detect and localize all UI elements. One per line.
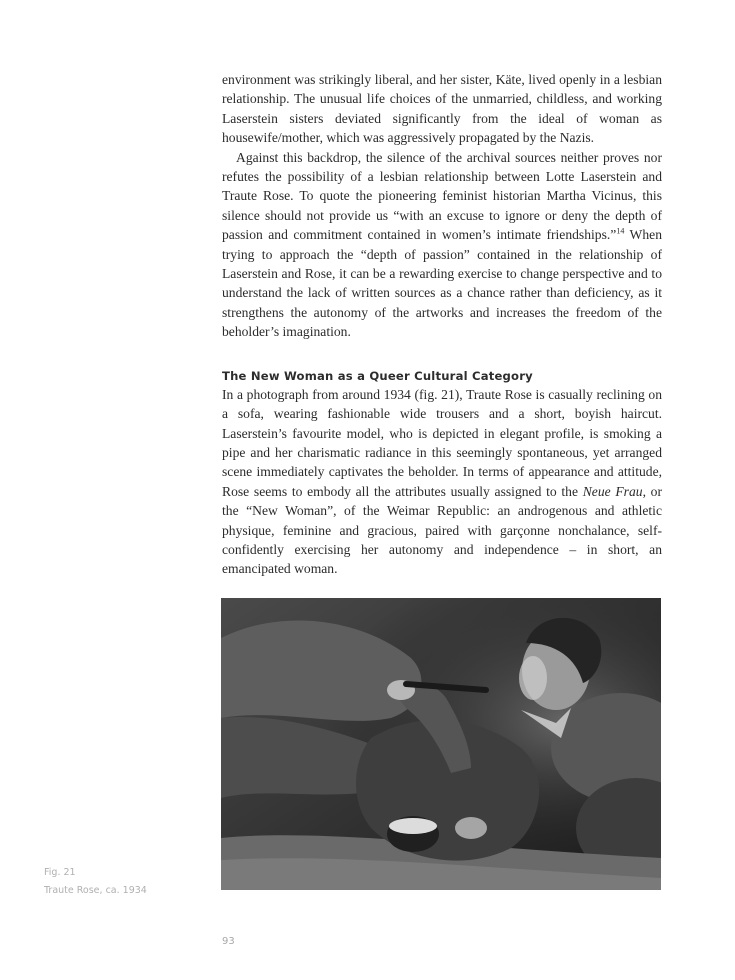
- footnote-ref-14[interactable]: 14: [616, 226, 625, 236]
- paragraph-1: environment was strikingly liberal, and her sister, Käte, lived openly in a lesbian relationship. The unusual life choices of the unmarried, childless, and working Laserstein sisters deviated significantly from the ideal of woman as housewife/mother, which was aggressively propagated by the Nazis.: [222, 72, 662, 146]
- section-heading: The New Woman as a Queer Cultural Category: [222, 368, 533, 383]
- paragraph-2-text: Against this backdrop, the silence of the archival sources neither proves nor refutes the possibility of a lesbian relationship between Lotte Laserstein and Traute Rose. To quote the pioneering feminist historian Martha Vicinus, this silence should not provide us “with an excuse to ignore or deny the depth of passion and commitment contained in women’s intimate friendships.”: [222, 149, 662, 243]
- figure-21-photograph: [221, 598, 661, 890]
- figure-label: Fig. 21: [44, 867, 76, 878]
- neue-frau-italic: Neue Frau: [582, 483, 643, 499]
- article-text: [222, 70, 662, 579]
- paragraph-3-text: In a photograph from around 1934 (fig. 21), Traute Rose is casually reclining on a sofa, wearing fashionable wide trousers and a short, boyish haircut. Laserstein’s favourite model, who is depicted in elegant profile, is smoking a pipe and her charismatic radiance in this seemingly spontaneous, yet arranged scene immediately captivates the beholder. In terms of appearance and attitude, Rose seems to embody all the attributes usually assigned to the: [222, 386, 662, 499]
- figure-caption: [44, 864, 214, 900]
- page-number: 93: [222, 936, 235, 947]
- figure-title: Traute Rose, ca. 1934: [44, 885, 147, 896]
- paragraph-3-continued: , or the “New Woman”, of the Weimar Republic: an androgenous and athletic physique, feminine and gracious, paired with garçonne nonchalance, self-confidently exercising her autonomy and independence – in short, an emancipated woman.: [222, 483, 663, 577]
- paragraph-2: [222, 148, 662, 342]
- paragraph-2-continued: When trying to approach the “depth of passion” contained in the relationship of Laserstein and Rose, it can be a rewarding exercise to change perspective and to understand the lack of written sources as a chance rather than deficiency, as it strengthens the autonomy of the artworks and increases the freedom of the beholder’s imagination.: [222, 227, 662, 340]
- paragraph-3: [222, 385, 662, 579]
